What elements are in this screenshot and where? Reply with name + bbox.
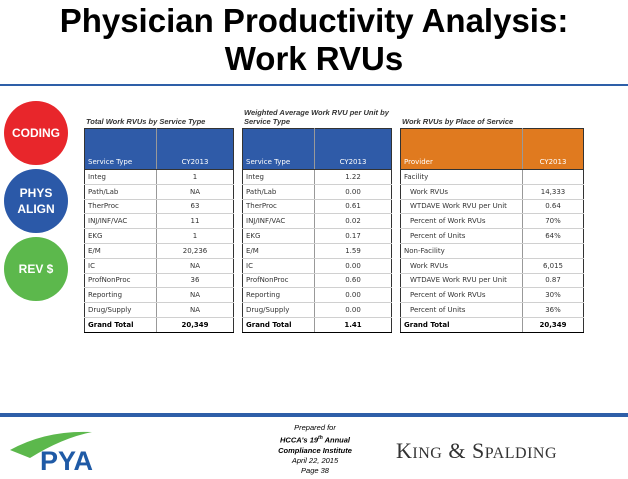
table2-heading: Weighted Average Work RVU per Unit by Service Type bbox=[244, 108, 389, 126]
table3-row bbox=[401, 170, 584, 185]
table1-total-label: Grand Total bbox=[85, 317, 157, 332]
total-work-rvus-panel bbox=[84, 104, 234, 333]
table3-row bbox=[401, 184, 584, 199]
table1-total-value: 20,349 bbox=[157, 317, 234, 332]
table1-row bbox=[85, 170, 234, 185]
table3-row-value: 30% bbox=[523, 288, 584, 303]
table1-row-label: TherProc bbox=[85, 199, 157, 214]
ks-letter: N bbox=[418, 445, 431, 462]
table3-row-value: 14,333 bbox=[523, 184, 584, 199]
table3-row-value bbox=[523, 243, 584, 258]
table1-row bbox=[85, 229, 234, 244]
table1-row-value: NA bbox=[157, 258, 234, 273]
table1-row bbox=[85, 258, 234, 273]
table1-row-value: 36 bbox=[157, 273, 234, 288]
table3-row-value: 70% bbox=[523, 214, 584, 229]
table2-row-label: TherProc bbox=[243, 199, 315, 214]
prepared-for-block bbox=[250, 423, 380, 476]
ks-letter: G bbox=[544, 445, 558, 462]
king-spalding-logo-text bbox=[396, 438, 557, 463]
table3-row bbox=[401, 243, 584, 258]
table1-row-label: E/M bbox=[85, 243, 157, 258]
table2-row-value: 0.02 bbox=[315, 214, 392, 229]
table2-row bbox=[243, 214, 392, 229]
presentation-date: April 22, 2015 bbox=[291, 455, 339, 465]
table1-row-label: IC bbox=[85, 258, 157, 273]
page-title bbox=[0, 2, 628, 78]
pya-logo bbox=[6, 428, 126, 474]
table2-row-label: INJ/INF/VAC bbox=[243, 214, 315, 229]
phys-align-circle[interactable]: PHYS ALIGN bbox=[4, 169, 68, 233]
ks-letter: P bbox=[484, 445, 493, 462]
ks-letter: A bbox=[492, 445, 505, 462]
ks-letter: N bbox=[532, 445, 545, 462]
table2-row bbox=[243, 170, 392, 185]
place-of-service-panel bbox=[400, 104, 584, 333]
coding-circle[interactable]: CODING bbox=[4, 101, 68, 165]
table3-row bbox=[401, 229, 584, 244]
table3-row bbox=[401, 303, 584, 318]
conference-name bbox=[250, 433, 380, 446]
title-divider bbox=[0, 84, 628, 86]
weighted-avg-rvu-panel bbox=[242, 104, 392, 333]
table1-row bbox=[85, 273, 234, 288]
ks-letter: & bbox=[448, 438, 466, 463]
table3-total-value: 20,349 bbox=[523, 317, 584, 332]
conference-ordinal: th bbox=[318, 435, 323, 441]
table3-row-label: Non-Facility bbox=[401, 243, 523, 258]
table2-total-label: Grand Total bbox=[243, 317, 315, 332]
table1-total-row bbox=[85, 317, 234, 332]
prepared-for-label: Prepared for bbox=[294, 423, 336, 432]
table2-total-value: 1.41 bbox=[315, 317, 392, 332]
ks-letter: L bbox=[504, 445, 515, 462]
table3-row-label: Work RVUs bbox=[401, 184, 523, 199]
table1-row-label: Path/Lab bbox=[85, 184, 157, 199]
table1-col-service-type: Service Type bbox=[85, 129, 157, 170]
ks-letter: K bbox=[396, 438, 413, 463]
pya-logo-text: PYA bbox=[40, 446, 94, 474]
ks-letter: I bbox=[412, 445, 419, 462]
table2-row-value: 1.22 bbox=[315, 170, 392, 185]
table1-row-label: EKG bbox=[85, 229, 157, 244]
table3-row-label: Percent of Work RVUs bbox=[401, 288, 523, 303]
table2-row-label: EKG bbox=[243, 229, 315, 244]
table2-row-value: 0.17 bbox=[315, 229, 392, 244]
table3-row-label: Percent of Work RVUs bbox=[401, 214, 523, 229]
table1-header-row bbox=[85, 129, 234, 170]
table1-row-value: 1 bbox=[157, 229, 234, 244]
table2-row bbox=[243, 229, 392, 244]
table1-row bbox=[85, 303, 234, 318]
ks-letter: S bbox=[471, 438, 485, 463]
table1-row-label: INJ/INF/VAC bbox=[85, 214, 157, 229]
table3-row-value: 6,015 bbox=[523, 258, 584, 273]
ks-letter: G bbox=[430, 445, 443, 462]
table1-row bbox=[85, 243, 234, 258]
table3-row-value: 64% bbox=[523, 229, 584, 244]
table3-row-label: Percent of Units bbox=[401, 229, 523, 244]
rev-circle[interactable]: REV $ bbox=[4, 237, 68, 301]
table1-heading: Total Work RVUs by Service Type bbox=[86, 117, 206, 126]
king-spalding-logo bbox=[396, 438, 557, 464]
table3-row-value bbox=[523, 170, 584, 185]
table3-row-label: WTDAVE Work RVU per Unit bbox=[401, 273, 523, 288]
table1-row bbox=[85, 288, 234, 303]
table3-row-label: Work RVUs bbox=[401, 258, 523, 273]
table3-total-row bbox=[401, 317, 584, 332]
table1-row-label: Drug/Supply bbox=[85, 303, 157, 318]
conference-name-suffix: Annual bbox=[322, 435, 350, 445]
table2-col-service-type: Service Type bbox=[243, 129, 315, 170]
total-work-rvus-table bbox=[84, 128, 234, 333]
table2-row bbox=[243, 184, 392, 199]
ks-letter: D bbox=[515, 445, 528, 462]
table2-row-label: E/M bbox=[243, 243, 315, 258]
table3-row-label: Percent of Units bbox=[401, 303, 523, 318]
table2-row-label: IC bbox=[243, 258, 315, 273]
table2-row bbox=[243, 288, 392, 303]
table2-row-label: Integ bbox=[243, 170, 315, 185]
conference-name-part: HCCA's 19 bbox=[279, 435, 319, 445]
table3-row-label: WTDAVE Work RVU per Unit bbox=[401, 199, 523, 214]
table3-total-label: Grand Total bbox=[401, 317, 523, 332]
table2-row-value: 0.00 bbox=[315, 258, 392, 273]
table2-row bbox=[243, 273, 392, 288]
table3-row bbox=[401, 258, 584, 273]
table1-row bbox=[85, 214, 234, 229]
institute-name: Compliance Institute bbox=[278, 445, 352, 455]
table3-row bbox=[401, 288, 584, 303]
table3-row bbox=[401, 273, 584, 288]
table2-row-value: 0.00 bbox=[315, 288, 392, 303]
table2-col-cy2013: CY2013 bbox=[315, 129, 392, 170]
table1-row-label: Integ bbox=[85, 170, 157, 185]
place-of-service-table bbox=[400, 128, 584, 333]
table1-row bbox=[85, 184, 234, 199]
page-number: Page 38 bbox=[301, 465, 329, 475]
ks-letter: I bbox=[527, 445, 533, 462]
table1-row-value: 11 bbox=[157, 214, 234, 229]
table1-row-value: 20,236 bbox=[157, 243, 234, 258]
table2-row-value: 0.61 bbox=[315, 199, 392, 214]
table1-row-value: 1 bbox=[157, 170, 234, 185]
table2-row-value: 0.60 bbox=[315, 273, 392, 288]
table1-row-value: 63 bbox=[157, 199, 234, 214]
table2-row-label: ProfNonProc bbox=[243, 273, 315, 288]
table2-row bbox=[243, 199, 392, 214]
table3-row bbox=[401, 199, 584, 214]
table2-header-row bbox=[243, 129, 392, 170]
table3-header-row bbox=[401, 129, 584, 170]
table1-row bbox=[85, 199, 234, 214]
footer-divider bbox=[0, 413, 628, 417]
title-line-1: Physician Productivity Analysis: bbox=[59, 2, 569, 39]
table1-col-cy2013: CY2013 bbox=[157, 129, 234, 170]
table3-heading: Work RVUs by Place of Service bbox=[402, 117, 514, 126]
table3-row-label: Facility bbox=[401, 170, 523, 185]
table3-row-value: 0.64 bbox=[523, 199, 584, 214]
table2-row bbox=[243, 303, 392, 318]
table3-col-provider: Provider bbox=[401, 129, 523, 170]
table2-row-label: Drug/Supply bbox=[243, 303, 315, 318]
table1-row-label: ProfNonProc bbox=[85, 273, 157, 288]
table2-row-value: 1.59 bbox=[315, 243, 392, 258]
table2-row-label: Path/Lab bbox=[243, 184, 315, 199]
title-line-2: Work RVUs bbox=[224, 40, 404, 77]
table3-row-value: 0.87 bbox=[523, 273, 584, 288]
table3-col-cy2013: CY2013 bbox=[523, 129, 584, 170]
table2-total-row bbox=[243, 317, 392, 332]
weighted-avg-rvu-table bbox=[242, 128, 392, 333]
table3-row-value: 36% bbox=[523, 303, 584, 318]
table1-row-value: NA bbox=[157, 184, 234, 199]
table2-row-label: Reporting bbox=[243, 288, 315, 303]
table1-row-value: NA bbox=[157, 303, 234, 318]
table2-row bbox=[243, 243, 392, 258]
table2-row bbox=[243, 258, 392, 273]
table3-row bbox=[401, 214, 584, 229]
table1-row-value: NA bbox=[157, 288, 234, 303]
table2-row-value: 0.00 bbox=[315, 303, 392, 318]
table2-row-value: 0.00 bbox=[315, 184, 392, 199]
table1-row-label: Reporting bbox=[85, 288, 157, 303]
